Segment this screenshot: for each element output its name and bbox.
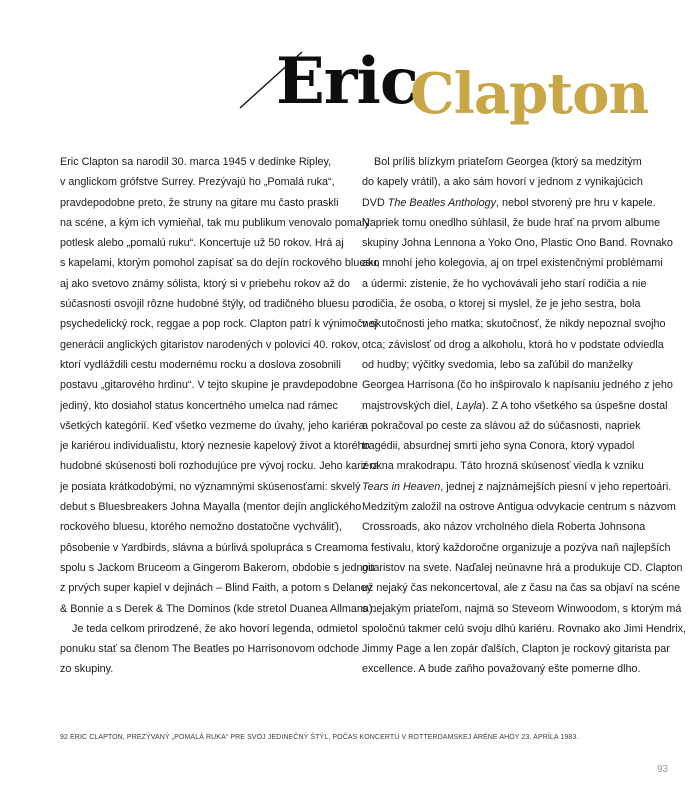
text-line: všetkých kategórií. Keď všetko vezmeme do úvahy, jeho kariéra: [60, 419, 365, 432]
text-fragment: ). Z: [482, 399, 499, 412]
text-line: na scéne, a kým ich vymieňal, tak mu publikum venovalo pomalý: [60, 216, 370, 229]
text-line: ponuku stať sa členom The Beatles po Harrisonovom odchode: [60, 643, 360, 656]
text-line: do kapely vrátil), a ako sám hovorí v jednom z vynikajúcich: [362, 176, 643, 189]
text-line: jediný, kto dosiahol status koncertného umelca nad rámec: [60, 399, 338, 412]
text-line: a pokračoval po ceste za slávou až do súčasnosti, napriek: [362, 419, 641, 432]
text-fragment: majstrovských diel,: [362, 399, 457, 412]
text-line: Crossroads, ako názov vrcholného diela Roberta Johnsona: [362, 521, 646, 534]
text-line: pôsobenie v Yardbirds, slávna a búrlivá spolupráca s Creamom: [60, 541, 363, 554]
text-line: Medzitým založil na ostrove Antigua odvykacie centrum s názvom: [362, 501, 676, 514]
text-line: rockového bluesu, ktorého nemožno dostatočne vychváliť),: [60, 521, 342, 534]
text-line: gitaristov na svete. Naďalej neúnavne hrá a produkuje CD. Clapton: [362, 561, 683, 574]
text-line: ktorí vydláždili cestu modernému rocku a doslova zosobnili: [60, 358, 341, 371]
text-fragment: A toho všetkého sa úspešne dostal: [500, 399, 668, 412]
text-line: z okna mrakodrapu. Táto hrozná skúsenosť viedla k vzniku: [362, 460, 644, 473]
page-number: 93: [657, 764, 669, 775]
text-line: & Bonnie a s Derek & The Dominos (kde stretol Duanea Allmana).: [60, 602, 376, 615]
text-line: Eric Clapton sa narodil 30. marca 1945 v dedinke Ripley,: [60, 156, 332, 168]
text-line: rodičia, že osoba, o ktorej si myslel, že je jeho sestra, bola: [362, 298, 641, 311]
song-title-layla: Layla: [456, 399, 483, 412]
text-line: s kapelami, ktorým pomohol zapísať sa do dejín rockového bluesu,: [60, 257, 380, 270]
text-line: spolu s Jackom Bruceom a Gingerom Bakerom, obdobie s jednou: [60, 561, 375, 574]
text-line: tragédii, absurdnej smrti jeho syna Conora, ktorý vypadol: [362, 440, 635, 453]
text-line: pravdepodobne preto, že struny na gitare mu často praskli: [60, 196, 339, 209]
paragraph-2: [60, 619, 360, 680]
page-title-last-name: Clapton: [410, 61, 649, 127]
text-line: [362, 396, 668, 416]
text-line: Jimmy Page a len zopár ďalších, Clapton je rockový gitarista par: [362, 643, 670, 656]
song-title-tears: Tears in Heaven: [362, 480, 441, 493]
text-line: súčasnosti osvojil rôzne hudobné štýly, od tradičného bluesu po: [60, 298, 365, 311]
text-line: otca; závislosť od drog a alkoholu, ktorá ho v podstate odviedla: [362, 338, 664, 351]
dvd-title: The Beatles Anthology: [387, 196, 497, 209]
text-line: [362, 193, 656, 213]
body-column-right: [362, 152, 687, 680]
text-line: postavu „gitarového hrdinu“. V tejto skupine je pravdepodobne: [60, 379, 358, 392]
page-title-first-name: Eric: [276, 44, 418, 119]
paragraph-3: [362, 152, 687, 680]
text-line: hudobné skúsenosti boli rozhodujúce pre vývoj rocku. Jeho kariéra: [60, 460, 379, 473]
text-line: v anglickom grófstve Surrey. Prezývajú ho „Pomalá ruka“,: [60, 176, 335, 189]
text-line: je posiata krátkodobými, no významnými skúsenosťami: skvelý: [60, 480, 361, 493]
text-line: v skutočnosti jeho matka; skutočnosť, že nikdy nepoznal svojho: [362, 318, 666, 331]
photo-caption: 92 ERIC CLAPTON, PREZÝVANÝ „POMALÁ RUKA“ PRE SVOJ JEDINEČNÝ ŠTÝL, POČAS KONCERTU V ROTTERDAMSKEJ ARÉNE AHOY 23. APRÍLA 1983.: [60, 734, 579, 741]
text-line: [362, 477, 672, 497]
text-fragment: , jednej z najznámejších piesní v jeho repertoári.: [440, 480, 672, 493]
text-line: skupiny Johna Lennona a Yoko Ono, Plastic Ono Band. Rovnako: [362, 237, 673, 250]
text-line: debut s Bluesbreakers Johna Mayalla (mentor dejín anglického: [60, 501, 362, 514]
text-line: Napriek tomu onedlho súhlasil, že bude hrať na prvom albume: [362, 216, 661, 229]
text-line: Je teda celkom prirodzené, že ako hovorí legenda, odmietol: [72, 622, 358, 635]
text-line: a údermi: zistenie, že ho vychovávali jeho starí rodičia a nie: [362, 277, 647, 290]
text-fragment: DVD: [362, 196, 388, 209]
text-line: potlesk alebo „pomalú ruku“. Koncertuje už 50 rokov. Hrá aj: [60, 237, 344, 250]
text-line: a festivalu, ktorý každoročne organizuje a pozýva naň najlepších: [362, 541, 671, 554]
text-line: zo skupiny.: [60, 663, 114, 676]
text-line: spoločnú takmer celú svoju dlhú kariéru. Rovnako ako Jimi Hendrix,: [362, 622, 687, 635]
text-line: excellence. A bude zaňho považovaný ešte pomerne dlho.: [362, 663, 641, 676]
text-line: od hudby; výčitky svedomia, lebo sa zaľúbil do manželky: [362, 358, 633, 371]
text-line: psychedelický rock, reggae a pop rock. Clapton patrí k výnimočnej: [60, 318, 377, 331]
text-line: je kariérou individualistu, ktorý neznesie kapelový život a ktorého: [60, 440, 370, 453]
text-line: Georgea Harrisona (čo ho inšpirovalo k napísaniu jedného z jeho: [362, 379, 673, 392]
text-line: ako mnohí jeho kolegovia, aj on trpel existenčnými problémami: [362, 257, 663, 270]
text-line: Bol príliš blízkym priateľom Georgea (ktorý sa medzitým: [374, 156, 642, 168]
text-line: s nejakým priateľom, najmä so Steveom Winwoodom, s ktorým má: [362, 602, 682, 615]
text-fragment: , nebol stvorený pre hru v kapele.: [496, 196, 656, 209]
text-line: už nejaký čas nekoncertoval, ale z času na čas sa objaví na scéne: [362, 582, 681, 595]
text-line: z prvých super kapiel v dejinách – Blind Faith, a potom s Delaney: [60, 582, 373, 595]
text-line: aj ako svetovo známy sólista, ktorý si v priebehu rokov až do: [60, 277, 350, 290]
text-line: generácii anglických gitaristov narodených v polovici 40. rokov,: [60, 338, 360, 351]
